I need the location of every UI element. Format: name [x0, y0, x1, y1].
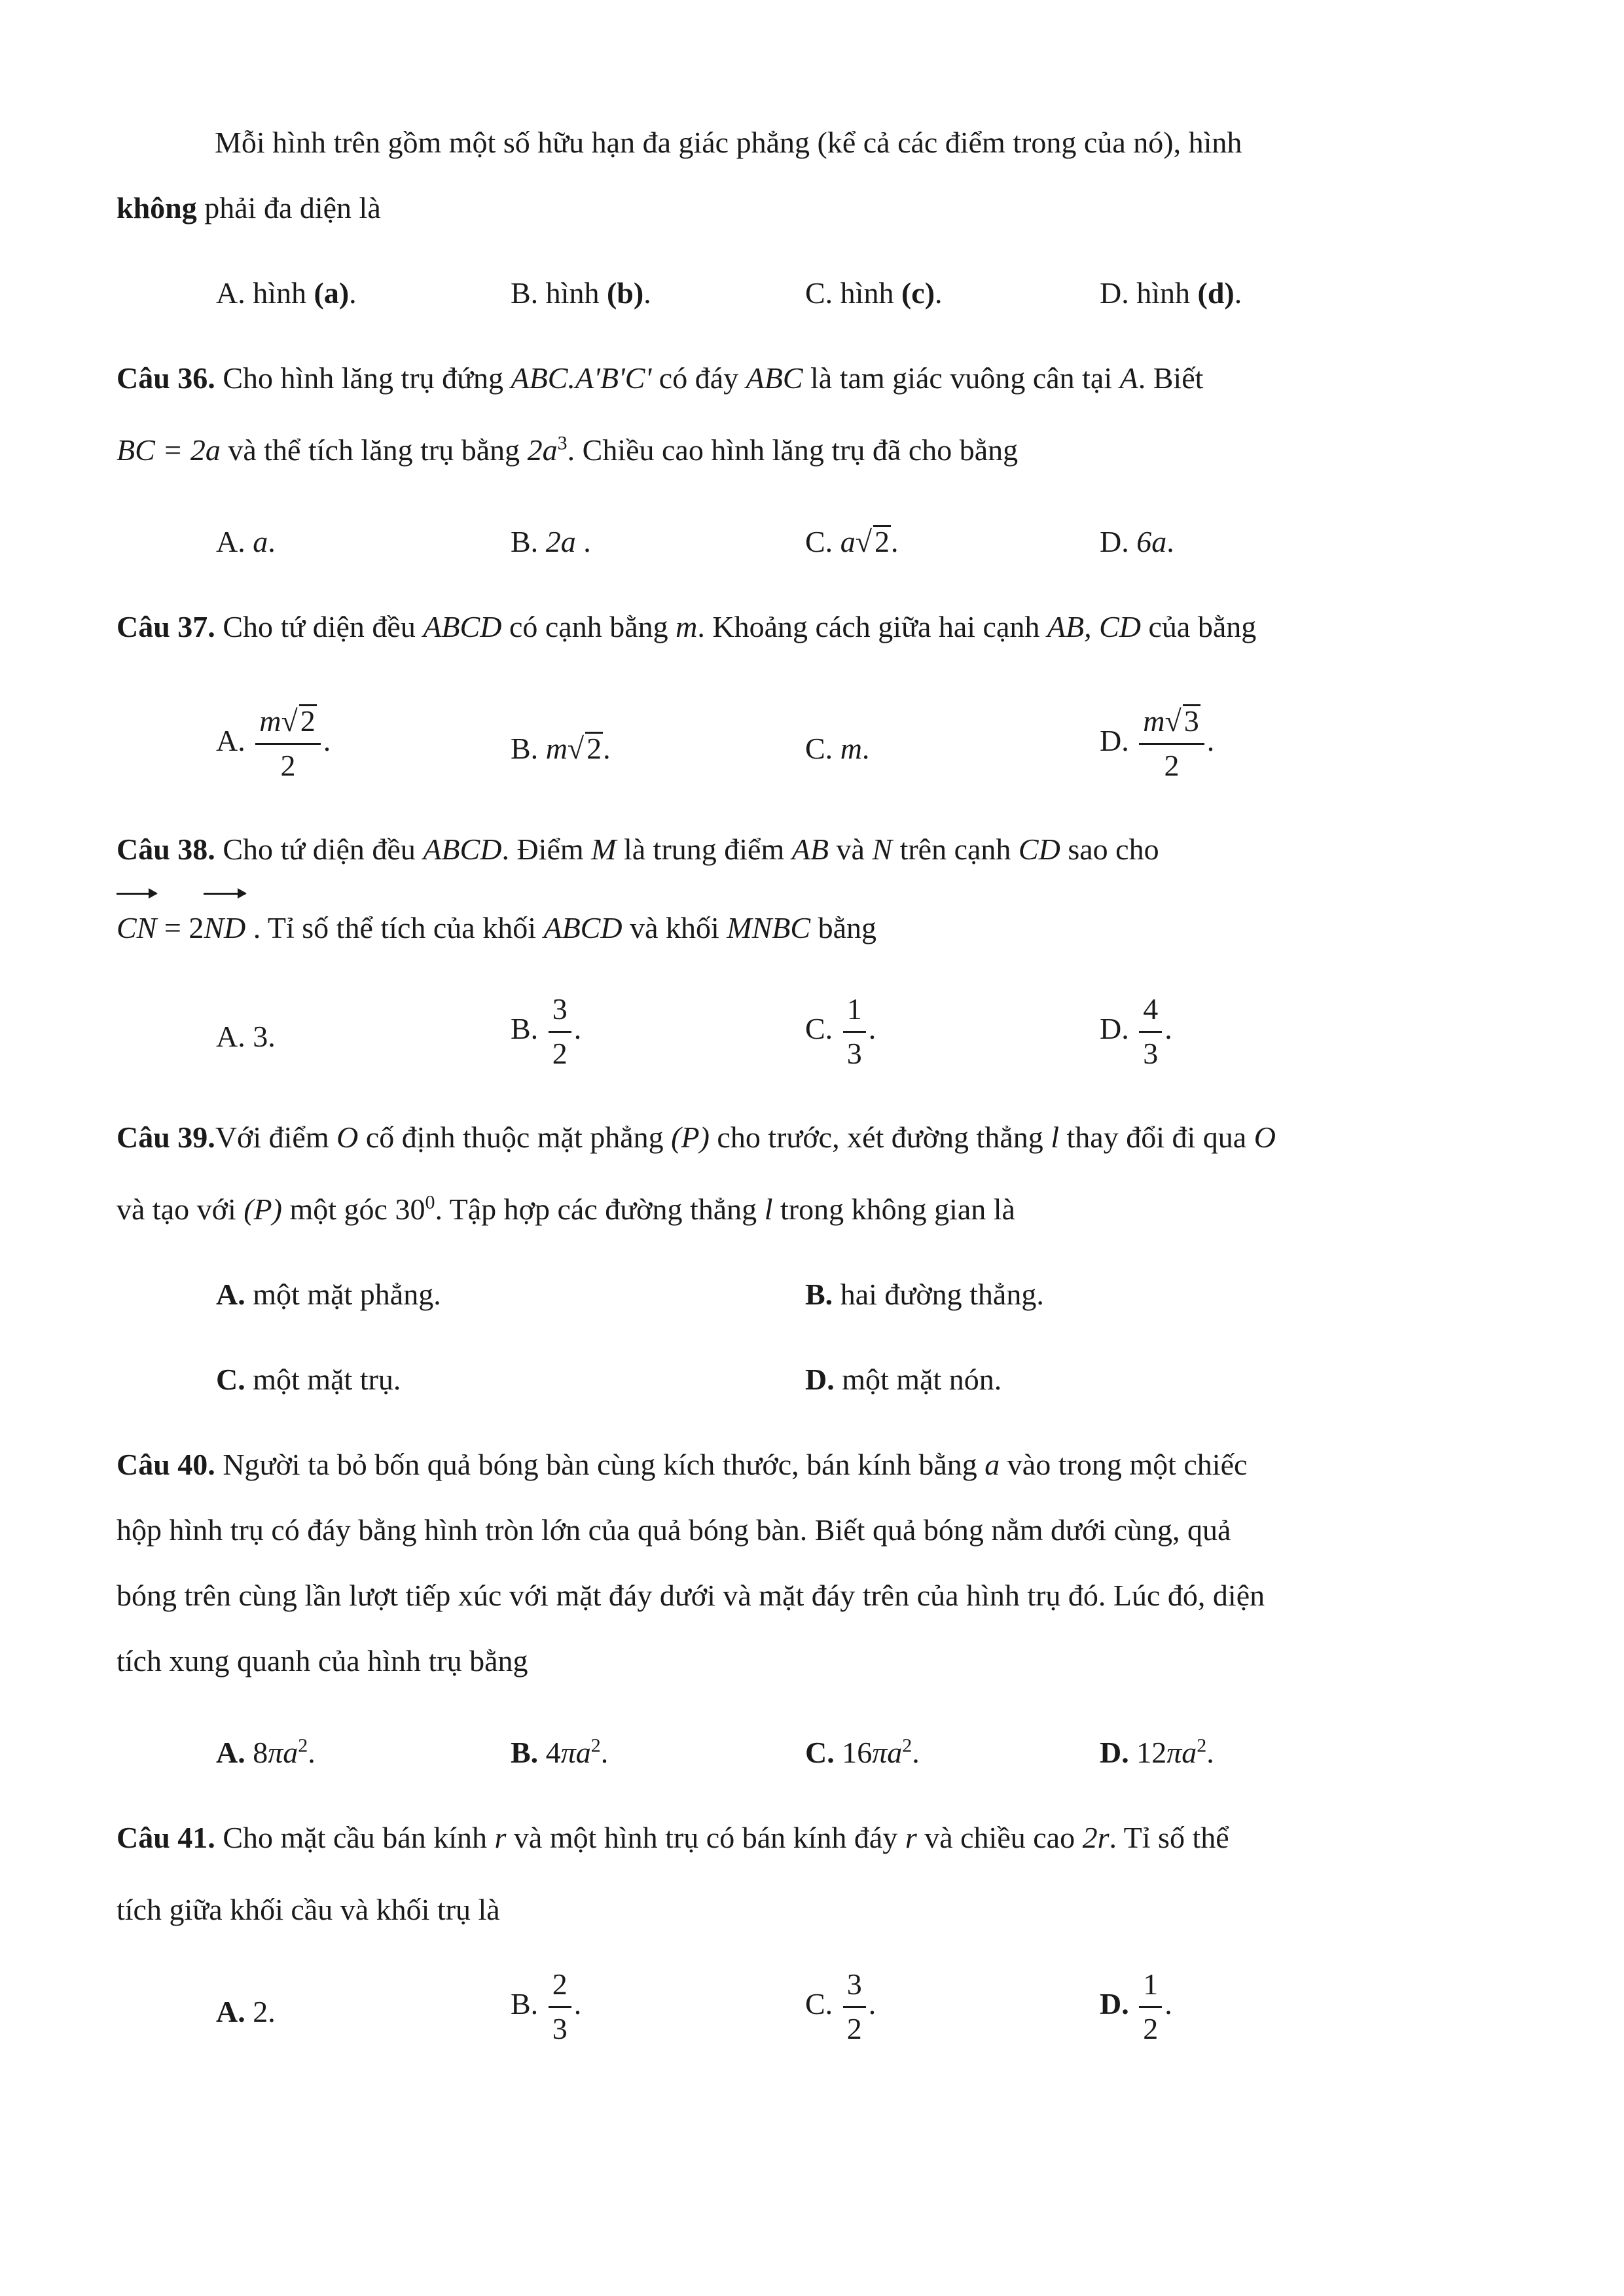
num-var: m [259, 704, 281, 738]
q40-line-3 [117, 1562, 1511, 1630]
text: Cho tứ diện đều [215, 833, 424, 866]
text: Người ta bỏ bốn quả bóng bàn cùng kích thước, bán kính bằng [215, 1448, 985, 1481]
variable: a [283, 1736, 298, 1769]
vector: CN [117, 894, 156, 962]
math: BC = 2a [117, 433, 221, 467]
fraction [549, 992, 571, 1071]
option-suffix: . [1206, 723, 1215, 757]
option-letter: B. [511, 1986, 539, 2020]
option-value: 2 [253, 1995, 268, 2028]
coefficient: 4 [545, 1736, 561, 1769]
coefficient: 8 [253, 1736, 268, 1769]
question-label: Câu 40. [117, 1448, 215, 1481]
text: có cạnh bằng [501, 610, 676, 643]
q37-line-1 [117, 593, 1511, 661]
numerator: m√3 [1139, 704, 1204, 745]
pi-symbol: π [1166, 1736, 1182, 1769]
variable: a [1182, 1736, 1197, 1769]
option-letter: A. [216, 1995, 245, 2028]
q38-option-d[interactable] [1100, 992, 1172, 1071]
q41-option-a[interactable] [216, 1967, 276, 2030]
option-suffix: . [1164, 1986, 1172, 2020]
option-suffix: . [268, 1995, 276, 2028]
option-value: m [840, 732, 862, 765]
text: . Điểm [501, 833, 592, 866]
option-letter: D. [1100, 1736, 1129, 1769]
math: AB [791, 833, 829, 866]
option-prefix: B. hình [511, 276, 607, 310]
option-letter: A. [216, 525, 245, 558]
option-prefix: D. hình [1100, 276, 1198, 310]
math: A [1119, 361, 1138, 395]
option-suffix: . [323, 723, 331, 757]
radicand: 2 [300, 704, 316, 738]
pi-symbol: π [560, 1736, 576, 1769]
option-letter: C. [805, 1011, 833, 1045]
option-suffix: . [1234, 276, 1242, 310]
text: và chiều cao [916, 1821, 1083, 1854]
math: O [336, 1121, 359, 1154]
option-value: (d) [1197, 276, 1235, 310]
option-value: 2a [545, 525, 576, 558]
variable: a [575, 1736, 591, 1769]
radicand: 2 [874, 525, 890, 558]
text: cố định thuộc mặt phẳng [358, 1121, 672, 1154]
option-letter: D. [1100, 1986, 1129, 2020]
option-suffix: . [868, 1011, 876, 1045]
q38-line-1 [117, 816, 1511, 884]
intro-bold-word: không [117, 191, 197, 224]
math: l [764, 1193, 773, 1226]
q40-option-a[interactable] [216, 1719, 316, 1787]
text: Cho mặt cầu bán kính [215, 1821, 495, 1854]
text: và [828, 833, 873, 866]
text: sao cho [1060, 833, 1159, 866]
option-value: (a) [314, 276, 350, 310]
q41-option-b[interactable] [511, 1967, 581, 2047]
math: ABCD [423, 833, 502, 866]
option-letter: B. [511, 1736, 539, 1769]
option-letter: A. [216, 1020, 245, 1053]
option-suffix: . [1206, 1736, 1214, 1769]
text: tích giữa khối cầu và khối trụ là [117, 1893, 500, 1926]
denominator: 3 [1143, 1036, 1159, 1070]
option-letter: D. [1100, 525, 1129, 558]
q36-option-c[interactable]: C. a√2. [805, 525, 899, 558]
text: trên cạnh [892, 833, 1019, 866]
denominator: 2 [846, 2011, 862, 2045]
q40-option-d[interactable] [1100, 1719, 1214, 1787]
text: = 2 [156, 911, 204, 944]
text: và thể tích lăng trụ bằng [220, 433, 528, 467]
text: . Biết [1138, 361, 1204, 395]
q41-option-c[interactable] [805, 1967, 876, 2047]
text: bóng trên cùng lần lượt tiếp xúc với mặt đáy dưới và mặt đáy trên của hình trụ đó. Lúc đó, diện [117, 1579, 1265, 1612]
radicand: 2 [586, 732, 602, 765]
denominator: 3 [552, 2011, 568, 2045]
math: 2a [527, 433, 558, 467]
num-var: m [1143, 704, 1165, 738]
option-text: một mặt nón. [834, 1363, 1002, 1396]
q37-option-d[interactable] [1100, 704, 1214, 783]
option-suffix: . [349, 276, 357, 310]
q36-option-b[interactable] [511, 508, 591, 576]
intro-option-b[interactable] [511, 259, 651, 327]
text: . Chiều cao hình lăng trụ đã cho bằng [567, 433, 1019, 467]
option-value: (c) [901, 276, 935, 310]
q39-option-d[interactable] [805, 1346, 1001, 1414]
text: có đáy [651, 361, 746, 395]
option-letter: B. [511, 525, 539, 558]
text: bằng [810, 911, 876, 944]
exponent: 2 [590, 1734, 601, 1757]
option-suffix: . [861, 732, 870, 765]
fraction [1139, 992, 1162, 1071]
q38-line-2 [117, 894, 1511, 962]
q41-line-2 [117, 1876, 1511, 1944]
option-letter: A. [216, 1278, 245, 1311]
option-suffix: . [912, 1736, 920, 1769]
math: (P) [671, 1121, 710, 1154]
intro-option-c[interactable] [805, 259, 943, 327]
text: hộp hình trụ có đáy bằng hình tròn lớn của quả bóng bàn. Biết quả bóng nằm dưới cùng, quả [117, 1513, 1231, 1547]
option-suffix: . [890, 525, 899, 558]
denominator: 2 [1143, 2011, 1159, 2045]
variable: a [887, 1736, 903, 1769]
option-value: 6a [1136, 525, 1167, 558]
denominator: 2 [1164, 748, 1180, 782]
q37-option-b[interactable]: B. m√2. [511, 732, 611, 765]
math: ABCD [423, 610, 502, 643]
option-value: a [840, 525, 856, 558]
option-letter: C. [805, 1986, 833, 2020]
numerator: 3 [843, 1967, 866, 2008]
denominator: 3 [846, 1036, 862, 1070]
vector: ND [204, 894, 245, 962]
text: . Tập hợp các đường thẳng [435, 1193, 765, 1226]
text: thay đổi đi qua [1059, 1121, 1254, 1154]
option-text: một mặt trụ. [245, 1363, 401, 1396]
option-letter: C. [216, 1363, 245, 1396]
option-letter: C. [805, 525, 833, 558]
denominator: 2 [552, 1036, 568, 1070]
numerator: 2 [549, 1967, 571, 2008]
q37-option-a[interactable] [216, 704, 331, 783]
pi-symbol: π [268, 1736, 283, 1769]
denominator: 2 [280, 748, 296, 782]
option-letter: B. [511, 732, 539, 765]
numerator: 1 [843, 992, 866, 1033]
option-letter: A. [216, 723, 245, 757]
option-value: (b) [606, 276, 644, 310]
q36-option-d[interactable] [1100, 508, 1174, 576]
option-suffix: . [308, 1736, 316, 1769]
question-label: Câu 41. [117, 1821, 215, 1854]
coefficient: 12 [1136, 1736, 1167, 1769]
intro-option-d[interactable] [1100, 259, 1242, 327]
numerator: 4 [1139, 992, 1162, 1033]
text: tích xung quanh của hình trụ bằng [117, 1644, 528, 1677]
option-suffix: . [1166, 525, 1174, 558]
option-value: m [545, 732, 568, 765]
option-suffix: . [573, 1011, 582, 1045]
intro-line-1 [117, 109, 1511, 177]
math: ABC.A'B'C' [511, 361, 652, 395]
option-letter: C. [805, 1736, 835, 1769]
option-suffix: . [603, 732, 611, 765]
text: trong không gian là [772, 1193, 1015, 1226]
intro-text-rest: phải đa diện là [196, 191, 381, 224]
text: . Tỉ số thể tích của khối [245, 911, 544, 944]
option-suffix: . [1164, 1011, 1172, 1045]
q36-line-1 [117, 344, 1511, 412]
math: MNBC [727, 911, 811, 944]
option-letter: D. [1100, 723, 1129, 757]
coefficient: 16 [842, 1736, 873, 1769]
q40-option-c[interactable] [805, 1719, 920, 1787]
math: N [872, 833, 893, 866]
option-suffix: . [575, 525, 591, 558]
q38-option-a[interactable] [216, 992, 276, 1054]
option-suffix: . [573, 1986, 582, 2020]
option-letter: D. [1100, 1011, 1129, 1045]
option-prefix: C. hình [805, 276, 901, 310]
math: M [591, 833, 617, 866]
text: . Tỉ số thể [1109, 1821, 1229, 1854]
text: là tam giác vuông cân tại [803, 361, 1120, 395]
math: r [905, 1821, 917, 1854]
question-label: Câu 37. [117, 610, 215, 643]
text: và một hình trụ có bán kính đáy [506, 1821, 905, 1854]
numerator: 1 [1139, 1967, 1162, 2008]
exponent: 3 [557, 432, 568, 454]
numerator: m√2 [255, 704, 320, 745]
text: cho trước, xét đường thẳng [709, 1121, 1051, 1154]
option-letter: A. [216, 1736, 245, 1769]
option-letter: B. [511, 1011, 539, 1045]
q37-option-c[interactable] [805, 704, 869, 766]
option-suffix: . [600, 1736, 609, 1769]
q40-line-1 [117, 1431, 1511, 1499]
question-label: Câu 36. [117, 361, 215, 395]
fraction [843, 992, 866, 1071]
option-letter: B. [805, 1278, 833, 1311]
q40-option-b[interactable] [511, 1719, 608, 1787]
option-value: 3 [253, 1020, 268, 1053]
option-suffix: . [268, 525, 276, 558]
text: một góc 30 [281, 1193, 425, 1226]
option-suffix: . [868, 1986, 876, 2020]
option-letter: D. [805, 1363, 835, 1396]
text: Cho hình lăng trụ đứng [215, 361, 511, 395]
option-prefix: A. hình [216, 276, 314, 310]
math: ABC [746, 361, 803, 395]
math: m [676, 610, 698, 643]
fraction [255, 704, 320, 783]
text: của bằng [1141, 610, 1257, 643]
math: ABCD [543, 911, 623, 944]
math: a [984, 1448, 1000, 1481]
math: 2r [1082, 1821, 1110, 1854]
exponent: 2 [902, 1734, 912, 1757]
question-label: Câu 38. [117, 833, 215, 866]
q39-line-2 [117, 1175, 1511, 1244]
exponent: 2 [1197, 1734, 1207, 1757]
degree: 0 [425, 1191, 435, 1213]
option-suffix: . [643, 276, 651, 310]
q40-line-4 [117, 1627, 1511, 1695]
math: AB, CD [1047, 610, 1142, 643]
question-label: Câu 39. [117, 1121, 215, 1154]
exponent: 2 [298, 1734, 308, 1757]
option-text: một mặt phẳng. [245, 1278, 441, 1311]
option-suffix: . [268, 1020, 276, 1053]
q36-option-a[interactable] [216, 508, 276, 576]
text: Cho tứ diện đều [215, 610, 424, 643]
fraction [1139, 1967, 1162, 2047]
text: và tạo với [117, 1193, 244, 1226]
q39-option-c[interactable] [216, 1346, 401, 1414]
q39-option-a[interactable] [216, 1261, 441, 1329]
fraction [843, 1967, 866, 2047]
q36-line-2 [117, 416, 1511, 484]
text: vào trong một chiếc [1000, 1448, 1248, 1481]
q41-option-d[interactable] [1100, 1967, 1172, 2047]
math: (P) [244, 1193, 282, 1226]
fraction [549, 1967, 571, 2047]
option-text: hai đường thẳng. [833, 1278, 1044, 1311]
intro-line-2 [117, 174, 1511, 242]
intro-text: Mỗi hình trên gồm một số hữu hạn đa giác phẳng (kể cả các điểm trong của nó), hình [215, 126, 1242, 159]
q39-option-b[interactable] [805, 1261, 1044, 1329]
option-suffix: . [935, 276, 943, 310]
text: là trung điểm [616, 833, 792, 866]
math: O [1254, 1121, 1276, 1154]
q40-line-2 [117, 1496, 1511, 1564]
numerator: 3 [549, 992, 571, 1033]
math: l [1051, 1121, 1060, 1154]
pi-symbol: π [872, 1736, 888, 1769]
option-letter: C. [805, 732, 833, 765]
q38-option-b[interactable] [511, 992, 581, 1071]
intro-option-a[interactable] [216, 259, 357, 327]
q38-option-c[interactable] [805, 992, 876, 1071]
radicand: 3 [1183, 704, 1199, 738]
math: CD [1018, 833, 1060, 866]
text: . Khoảng cách giữa hai cạnh [697, 610, 1047, 643]
text: và khối [622, 911, 727, 944]
math: r [494, 1821, 507, 1854]
fraction [1139, 704, 1204, 783]
text: Với điểm [215, 1121, 337, 1154]
q41-line-1 [117, 1804, 1511, 1872]
option-value: a [253, 525, 268, 558]
q39-line-1 [117, 1103, 1511, 1172]
